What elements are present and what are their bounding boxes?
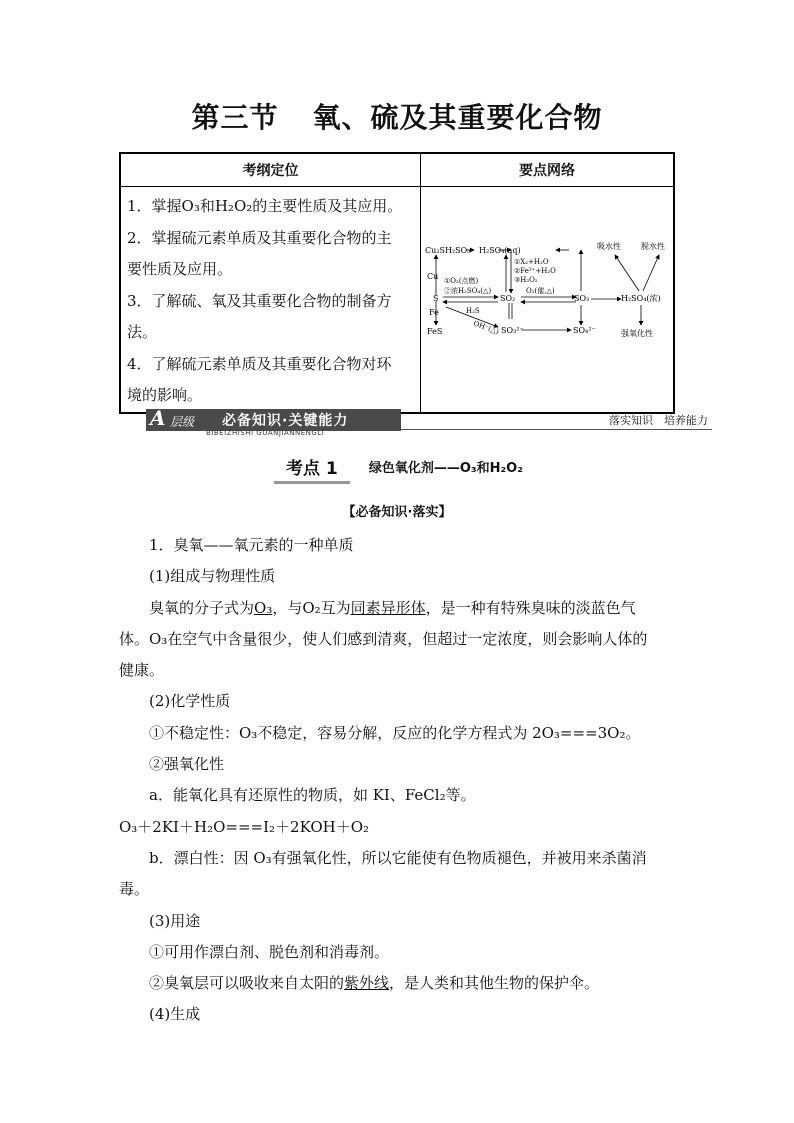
node-h2so4-aq: H₂SO₄(aq) [479, 246, 521, 255]
section-title: 氧、硫及其重要化合物 [312, 101, 603, 134]
text-run: ，是人类和其他生物的保护伞。 [389, 974, 600, 993]
text-run: ，与O₂互为 [272, 598, 351, 617]
kaodian-subtitle: 绿色氧化剂——O₃和H₂O₂ [368, 461, 523, 476]
node-h2so3: H₂SO₃ [445, 246, 471, 255]
prop-absorb: 吸水性 [597, 242, 621, 251]
kaodian-badge: 考点 1 [274, 457, 350, 484]
item: ①不稳定性：O₃不稳定，容易分解，反应的化学方程式为 2O₃===3O₂。 [149, 723, 641, 742]
syllabus-line: 1．掌握O₃和H₂O₂的主要性质及其应用。 [127, 197, 403, 215]
level-letter: A [150, 406, 166, 430]
equation: O₃＋2KI＋H₂O===I₂＋2KOH＋O₂ [119, 817, 370, 836]
blank-answer: 同素异形体 [350, 598, 426, 617]
knowledge-network [421, 187, 675, 413]
level-label: 层级 [170, 415, 195, 429]
node-h2s: H₂S [466, 307, 480, 315]
text-run: ②臭氧层可以吸收来自太阳的 [149, 974, 345, 993]
item [119, 968, 679, 999]
heading-2: (2)化学性质 [149, 692, 231, 711]
prop-dehydrate: 脱水性 [641, 242, 665, 251]
banner-rule [401, 429, 712, 430]
level-banner [146, 405, 712, 437]
heading-3: (3)用途 [149, 911, 201, 930]
paragraph-line: 体。O₃在空气中含量很少，使人们感到清爽，但超过一定浓度，则会影响人体的 [119, 629, 648, 648]
text-run: 臭氧的分子式为 [149, 598, 255, 617]
item: a．能氧化具有还原性的物质，如 KI、FeCl₂等。 [149, 786, 476, 805]
node-so3-ion: SO₃²⁻ [501, 326, 524, 335]
section-number: 第三节 [191, 101, 279, 134]
main-text [119, 530, 679, 1031]
node-so4-ion: SO₄²⁻ [573, 326, 596, 335]
label-fe: Fe [429, 308, 439, 317]
banner-right-text: 落实知识 培养能力 [609, 414, 708, 427]
header-right: 要点网络 [421, 153, 675, 187]
blank-answer: 紫外线 [344, 974, 390, 993]
syllabus-line: 境的影响。 [127, 386, 203, 404]
syllabus-table [119, 152, 675, 414]
node-fes: FeS [427, 327, 443, 336]
syllabus-line: 法。 [127, 323, 158, 341]
item: b．漂白性：因 O₃有强氧化性，所以它能使有色物质褪色，并被用来杀菌消 [149, 848, 647, 867]
sulfur-diagram [421, 187, 673, 405]
cond-oh: OH⁻(△) [472, 319, 500, 336]
banner-text: 必备知识·关键能力 [222, 413, 349, 429]
page-title [0, 96, 794, 136]
cond-2: ②Fe³⁺+H₂O [514, 267, 556, 275]
syllabus-points [120, 187, 421, 413]
syllabus-line: 3．了解硫、氧及其重要化合物的制备方 [127, 291, 392, 310]
cond-1: ①X₂+H₂O [514, 258, 549, 266]
node-so2: SO₂ [500, 294, 516, 303]
heading-1: 1．臭氧——氧元素的一种单质 [149, 536, 354, 554]
node-h2so4-conc: H₂SO₄(浓) [621, 294, 661, 303]
cond-o2-cat: O₂(催,△) [526, 287, 555, 295]
node-s: S [433, 294, 439, 303]
node-cu2s: Cu₂S [425, 246, 445, 255]
syllabus-line: 要性质及应用。 [127, 260, 233, 278]
item: ①可用作漂白剂、脱色剂和消毒剂。 [149, 942, 390, 961]
paragraph [119, 593, 679, 624]
text-run: ，是一种有特殊臭味的淡蓝色气 [425, 598, 636, 617]
paragraph-line: 健康。 [119, 661, 165, 680]
header-left: 考纲定位 [120, 153, 421, 187]
cond-o2: ①O₂(点燃) [444, 277, 479, 285]
heading-1a: (1)组成与物理性质 [149, 567, 276, 586]
paragraph-line: 毒。 [119, 880, 150, 899]
syllabus-line: 2．掌握硫元素单质及其重要化合物的主 [127, 228, 392, 247]
label-cu: Cu [427, 272, 439, 281]
syllabus-line: 4．了解硫元素单质及其重要化合物对环 [127, 354, 392, 373]
blank-answer: O₃ [254, 598, 273, 617]
kaodian-heading [274, 457, 523, 483]
prop-oxidize: 强氧化性 [621, 329, 653, 338]
node-so3: SO₃ [574, 294, 590, 303]
item: ②强氧化性 [149, 755, 225, 774]
cond-3: ③H₂O₂ [514, 276, 538, 284]
section-heading: 【必备知识·落实】 [342, 505, 452, 520]
banner-pinyin: BIBEIZHISHI GUANJIANNENGLI [206, 429, 325, 437]
heading-4: (4)生成 [149, 1005, 201, 1024]
cond-conc: ②浓H₂SO₄(△) [444, 287, 492, 295]
